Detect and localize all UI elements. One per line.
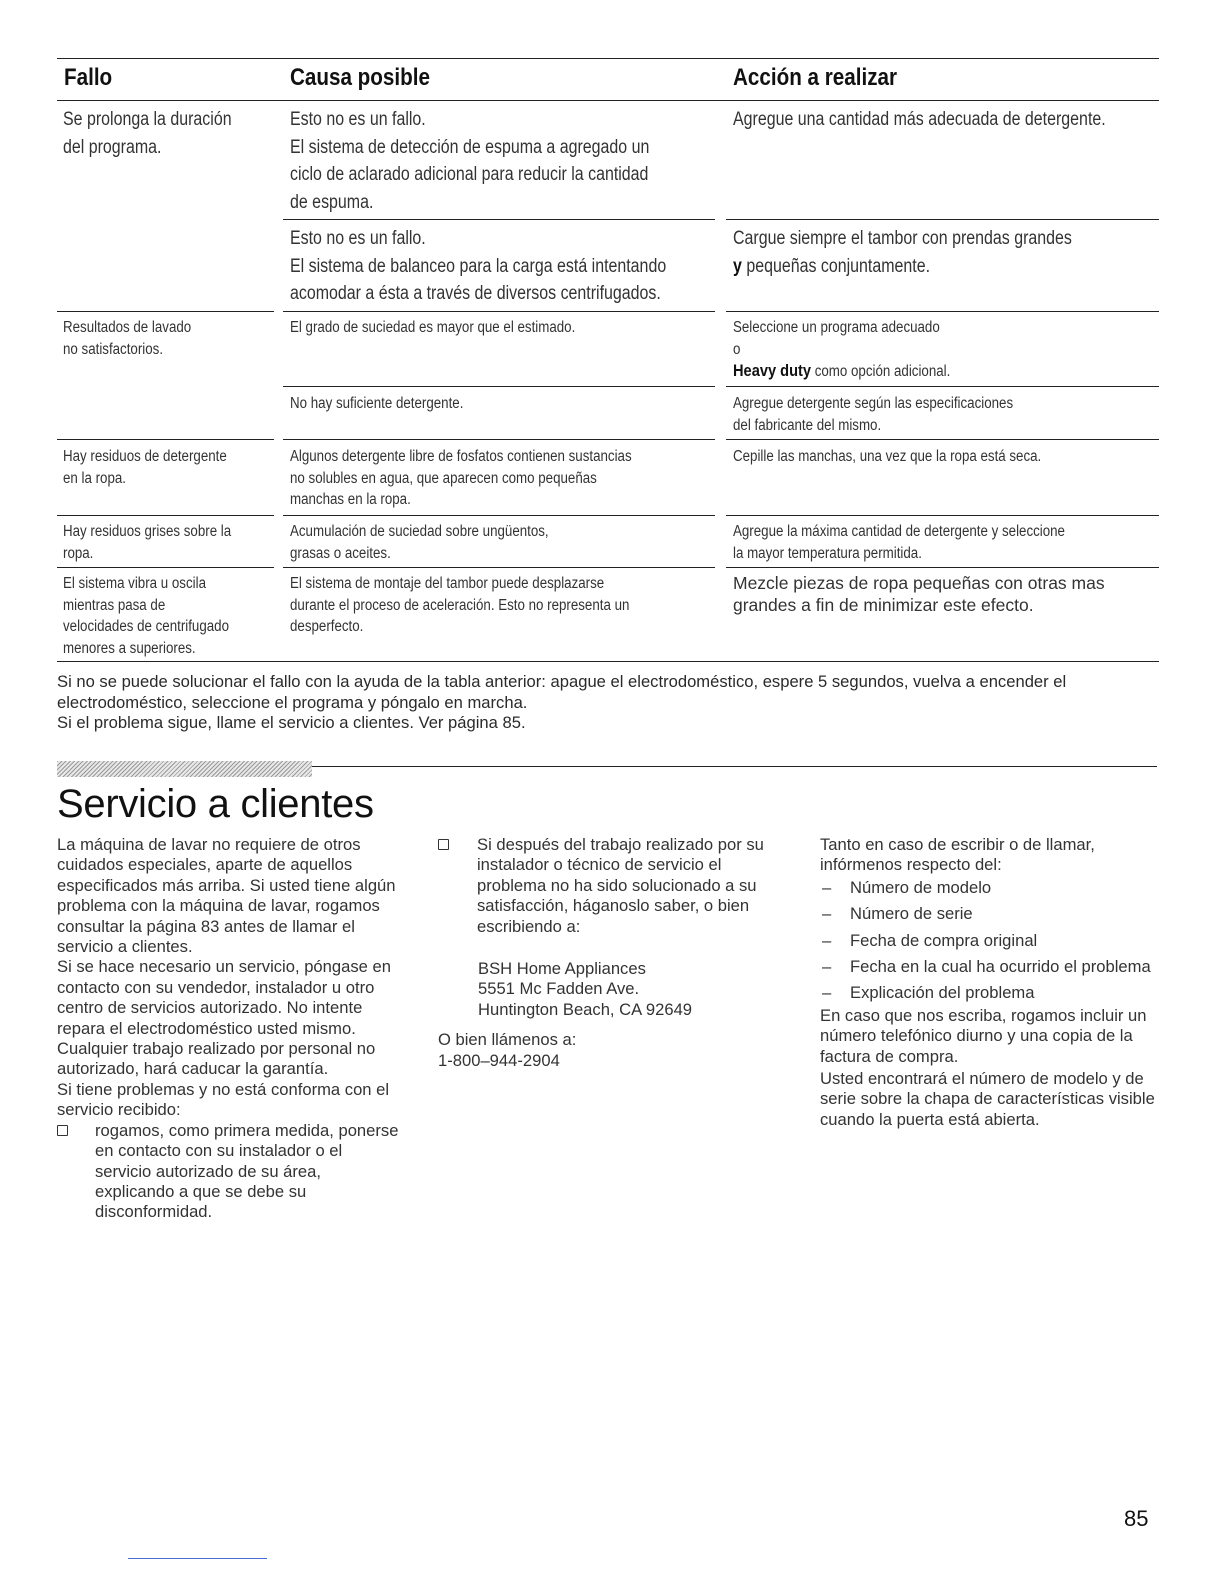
cause-cell: Acumulación de suciedad sobre ungüentos, grasas o aceites. — [290, 523, 549, 562]
cause-cell: El grado de suciedad es mayor que el estimado. — [290, 319, 576, 336]
paragraph: En caso que nos escriba, rogamos incluir un número telefónico diurno y una copia de la factura de compra. — [820, 1005, 1147, 1066]
row-rule — [283, 515, 715, 516]
cause-cell: Esto no es un fallo. El sistema de balanceo para la carga está intentando acomodar a ésta a través de diversos centrifugados. — [290, 228, 667, 304]
action-cell: Mezcle piezas de ropa pequeñas con otras mas grandes a fin de minimizar este efecto. — [733, 573, 1105, 615]
paragraph: Si tiene problemas y no está conforma con el servicio recibido: — [57, 1079, 390, 1120]
row-rule — [57, 567, 274, 568]
row-rule — [726, 386, 1159, 387]
header-causa: Causa posible — [290, 64, 430, 91]
section-hatch-bar — [57, 761, 312, 777]
cause-cell: El sistema de montaje del tambor puede desplazarse durante el proceso de aceleración. Esto no representa un desperfecto. — [290, 575, 630, 635]
fault-cell: Hay residuos de detergente en la ropa. — [63, 448, 227, 487]
service-column-2 — [438, 835, 778, 1071]
fault-cell: Se prolonga la duración del programa. — [63, 109, 232, 158]
row-rule — [57, 515, 274, 516]
phone-number: 1-800–944-2904 — [438, 1050, 560, 1070]
service-column-3 — [820, 835, 1160, 1130]
call-label: O bien llámenos a: — [438, 1030, 577, 1050]
footer-line — [128, 1558, 267, 1559]
fault-cell: Hay residuos grises sobre la ropa. — [63, 523, 232, 562]
table-top-rule — [57, 58, 1159, 59]
row-rule — [726, 219, 1159, 220]
table-bottom-rule — [57, 661, 1159, 662]
paragraph: Usted encontrará el número de modelo y de serie sobre la chapa de características visible cuando la puerta está abierta. — [820, 1069, 1155, 1129]
header-accion: Acción a realizar — [733, 64, 898, 91]
paragraph: Tanto en caso de escribir o de llamar, infórmenos respecto del: — [820, 835, 1095, 875]
section-rule — [312, 766, 1157, 767]
list-item: – Explicación del problema — [822, 983, 1035, 1003]
mailing-address: BSH Home Appliances 5551 Mc Fadden Ave. Huntington Beach, CA 92649 — [478, 959, 693, 1019]
cause-cell: Algunos detergente libre de fosfatos contienen sustancias no solubles en agua, que aparecen como pequeñas manchas en la ropa. — [290, 448, 632, 508]
row-rule — [726, 311, 1159, 312]
row-rule — [726, 439, 1159, 440]
list-item: – Número de modelo — [822, 877, 992, 897]
row-rule — [283, 439, 715, 440]
fault-cell: El sistema vibra u oscila mientras pasa de velocidades de centrifugado menores a superiores. — [63, 575, 230, 657]
row-rule — [726, 567, 1159, 568]
action-cell: Agregue una cantidad más adecuada de detergente. — [733, 109, 1106, 130]
paragraph: La máquina de lavar no requiere de otros cuidados especiales, aparte de aquellos especificados más arriba. Si usted tiene algún problema con la máquina de lavar, rogamos consultar la página 83 antes de llamar el servicio a clientes. — [57, 835, 396, 957]
header-fallo: Fallo — [64, 64, 113, 91]
row-rule — [283, 567, 715, 568]
row-rule — [283, 219, 715, 220]
action-cell: Seleccione un programa adecuado o Heavy duty como opción adicional. — [733, 319, 951, 380]
list-item: – Número de serie — [822, 904, 973, 924]
list-item: – Fecha en la cual ha ocurrido el problema — [822, 957, 1151, 977]
bullet-text: rogamos, como primera medida, ponerse en contacto con su instalador o el servicio autorizado de su área, explicando a que se debe su disconformidad. — [95, 1120, 399, 1222]
paragraph: Si se hace necesario un servicio, póngase en contacto con su vendedor, instalador u otro centro de servicios autorizado. No intente repara el electrodoméstico usted mismo. Cualquier trabajo realizado por personal no autorizado, hará caducar la garantía. — [57, 957, 391, 1079]
note-line: Si el problema sigue, llame el servicio a clientes. Ver página 85. — [57, 713, 526, 732]
action-cell: Agregue detergente según las especificaciones del fabricante del mismo. — [733, 395, 1014, 434]
page-number: 85 — [1124, 1506, 1149, 1531]
row-rule — [57, 311, 274, 312]
checkbox-bullet — [57, 1121, 402, 1223]
row-rule — [283, 311, 715, 312]
cause-cell: Esto no es un fallo. El sistema de detección de espuma a agregado un ciclo de aclarado adicional para reducir la cantidad de espuma. — [290, 109, 650, 213]
action-cell: Cepille las manchas, una vez que la ropa está seca. — [733, 448, 1042, 465]
checkbox-bullet — [438, 835, 778, 937]
row-rule — [57, 439, 274, 440]
section-title: Servicio a clientes — [57, 782, 374, 826]
list-item: – Fecha de compra original — [822, 930, 1038, 950]
header-rule — [57, 100, 1159, 101]
troubleshooting-note — [57, 672, 1157, 734]
checkbox-icon — [57, 1125, 68, 1136]
action-cell: Cargue siempre el tambor con prendas grandes y pequeñas conjuntamente. — [733, 228, 1072, 277]
note-line: Si no se puede solucionar el fallo con la ayuda de la tabla anterior: apague el electrodoméstico, espere 5 segundos, vuelva a encender el electrodoméstico, seleccione el programa y póngalo en marcha. — [57, 672, 1067, 712]
row-rule — [283, 386, 715, 387]
service-column-1 — [57, 835, 402, 1223]
cause-cell: No hay suficiente detergente. — [290, 395, 464, 412]
action-cell: Agregue la máxima cantidad de detergente y seleccione la mayor temperatura permitida. — [733, 523, 1065, 562]
fault-cell: Resultados de lavado no satisfactorios. — [63, 319, 192, 358]
checkbox-icon — [438, 839, 449, 850]
bullet-text: Si después del trabajo realizado por su instalador o técnico de servicio el problema no ha sido solucionado a su satisfacción, háganoslo saber, o bien escribiendo a: — [477, 835, 764, 936]
row-rule — [726, 515, 1159, 516]
